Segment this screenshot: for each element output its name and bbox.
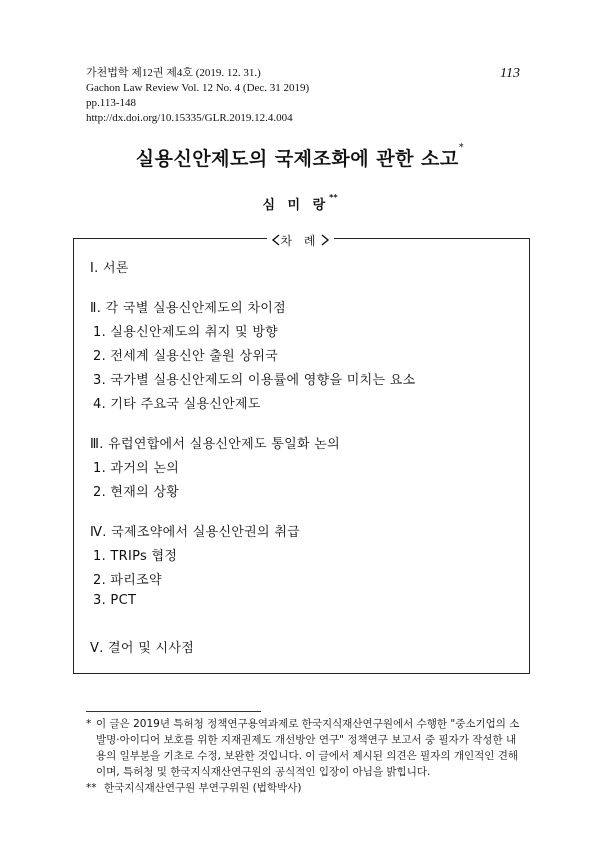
toc-subsection-2-1[interactable]: 1. 실용신안제도의 취지 및 방향 — [93, 325, 279, 340]
toc-heading — [0, 230, 600, 249]
toc-subsection-4-3[interactable]: 3. PCT — [93, 593, 137, 608]
toc-subsection-3-1[interactable]: 1. 과거의 논의 — [93, 461, 180, 476]
paper-title — [0, 144, 600, 171]
author-name: 심 미 랑 — [262, 198, 330, 213]
journal-header — [86, 66, 309, 126]
doi-link[interactable]: http://dx.doi.org/10.15335/GLR.2019.12.4.004 — [86, 112, 293, 124]
footnote-2-text: 한국지식재산연구원 부연구위원 (법학박사) — [104, 782, 302, 794]
toc-heading-text: 차 례 — [280, 234, 320, 248]
journal-citation-english: Gachon Law Review Vol. 12 No. 4 (Dec. 31 2019) — [86, 82, 310, 94]
toc-section-5[interactable]: Ⅴ. 결어 및 시사점 — [90, 641, 195, 656]
footnote-1-line-1: 이 글은 2019년 특허청 정책연구용역과제로 한국지식재산연구원에서 수행한 "중소기업의 소 — [96, 718, 520, 730]
toc-subsection-2-2[interactable]: 2. 전세계 실용신안 출원 상위국 — [93, 349, 279, 364]
footnote-divider — [86, 711, 261, 712]
footnote-1-line-4: 이며, 특허청 및 한국지식재산연구원의 공식적인 입장이 아님을 밝힙니다. — [96, 766, 431, 778]
page-range: pp.113-148 — [86, 97, 137, 109]
toc-section-1[interactable]: Ⅰ. 서론 — [90, 261, 129, 276]
toc-subsection-2-4[interactable]: 4. 기타 주요국 실용신안제도 — [93, 397, 261, 412]
toc-subsection-2-3[interactable]: 3. 국가별 실용신안제도의 이용률에 영향을 미치는 요소 — [93, 373, 416, 388]
footnote-1-line-3: 용의 일부분을 기초로 수정, 보완한 것입니다. 이 글에서 제시된 의견은 필자의 개인적인 견해 — [96, 750, 519, 762]
left-angle-icon — [271, 234, 281, 246]
journal-citation-korean: 가천법학 제12권 제4호 (2019. 12. 31.) — [86, 67, 261, 79]
page-number: 113 — [500, 66, 520, 81]
title-footnote-mark[interactable]: * — [458, 142, 465, 153]
toc-subsection-3-2[interactable]: 2. 현재의 상황 — [93, 485, 180, 500]
toc-subsection-4-2[interactable]: 2. 파리조약 — [93, 573, 162, 588]
toc-subsection-4-1[interactable]: 1. TRIPs 협정 — [93, 549, 178, 564]
footnote-1-mark: * — [86, 718, 92, 730]
footnote-1-line-2: 발명·아이디어 보호를 위한 지재권제도 개선방안 연구" 정책연구 보고서 중 필자가 작성한 내 — [96, 734, 517, 746]
right-angle-icon — [320, 234, 330, 246]
toc-section-3[interactable]: Ⅲ. 유럽연합에서 실용신안제도 통일화 논의 — [90, 437, 341, 452]
footnote-2-mark: ** — [86, 782, 97, 794]
paper-title-text: 실용신안제도의 국제조화에 관한 소고 — [135, 148, 459, 170]
author-footnote-mark[interactable]: ** — [329, 193, 338, 202]
author-line — [0, 194, 600, 213]
toc-section-4[interactable]: Ⅳ. 국제조약에서 실용신안권의 취급 — [90, 525, 301, 540]
toc-section-2[interactable]: Ⅱ. 각 국별 실용신안제도의 차이점 — [90, 301, 287, 316]
